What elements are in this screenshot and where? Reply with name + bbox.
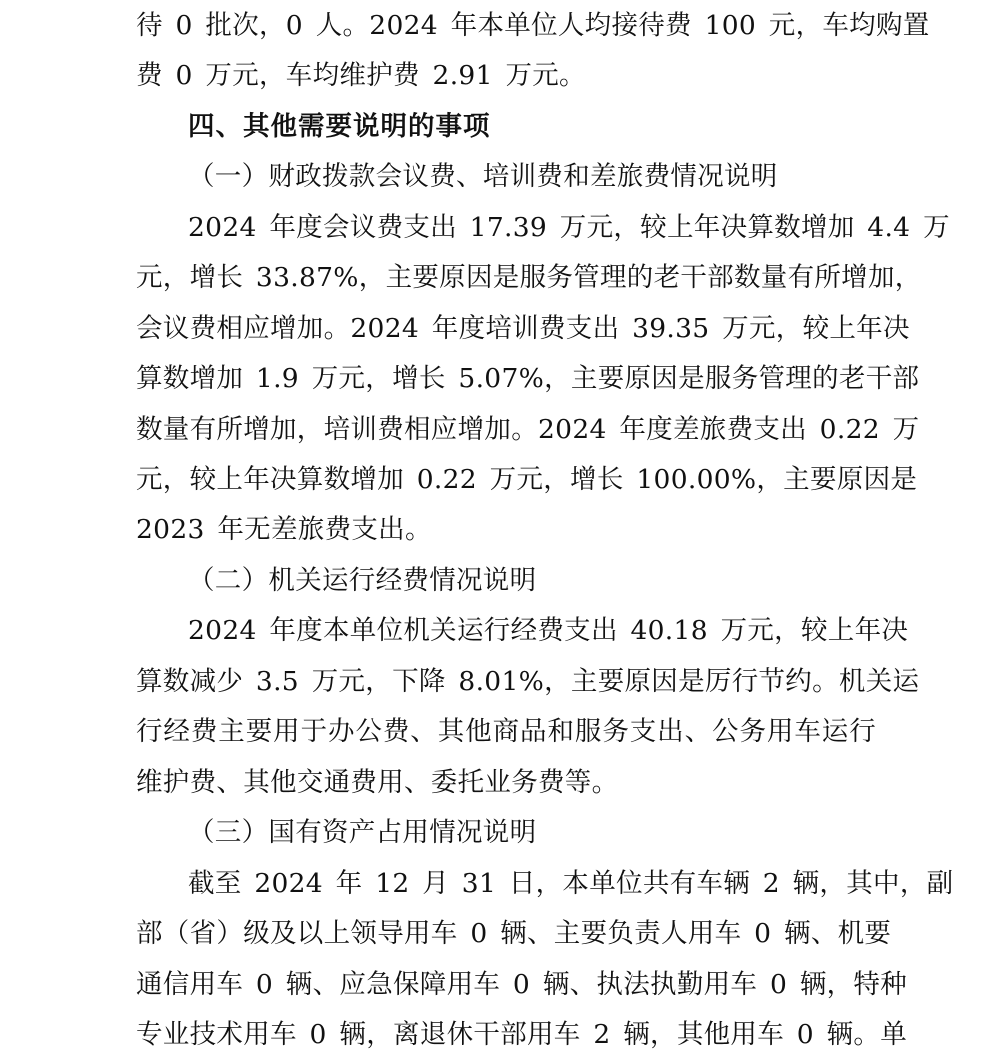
paragraph-line: 截至 2024 年 12 月 31 日，本单位共有车辆 2 辆，其中，副 xyxy=(188,868,954,899)
paragraph-line: 专业技术用车 0 辆，离退休干部用车 2 辆，其他用车 0 辆。单 xyxy=(136,1019,908,1050)
subsection-heading: （一）财政拨款会议费、培训费和差旅费情况说明 xyxy=(188,161,778,192)
paragraph-line: 部（省）级及以上领导用车 0 辆、主要负责人用车 0 辆、机要 xyxy=(136,918,892,949)
paragraph-line: 算数减少 3.5 万元，下降 8.01%，主要原因是厉行节约。机关运 xyxy=(136,666,920,697)
paragraph-line: 费 0 万元，车均维护费 2.91 万元。 xyxy=(136,60,586,91)
section-heading: 四、其他需要说明的事项 xyxy=(188,111,491,142)
paragraph-line: 会议费相应增加。2024 年度培训费支出 39.35 万元，较上年决 xyxy=(136,313,910,344)
subsection-heading: （三）国有资产占用情况说明 xyxy=(188,817,537,848)
paragraph-line: 元，增长 33.87%，主要原因是服务管理的老干部数量有所增加， xyxy=(136,262,922,293)
paragraph-line: 元，较上年决算数增加 0.22 万元，增长 100.00%，主要原因是 xyxy=(136,464,918,495)
paragraph-line: 待 0 批次，0 人。2024 年本单位人均接待费 100 元，车均购置 xyxy=(136,10,930,41)
subsection-heading: （二）机关运行经费情况说明 xyxy=(188,565,537,596)
paragraph-line: 数量有所增加，培训费相应增加。2024 年度差旅费支出 0.22 万 xyxy=(136,414,920,445)
paragraph-line: 2024 年度会议费支出 17.39 万元，较上年决算数增加 4.4 万 xyxy=(188,212,950,243)
paragraph-line: 算数增加 1.9 万元，增长 5.07%，主要原因是服务管理的老干部 xyxy=(136,363,920,394)
paragraph-line: 行经费主要用于办公费、其他商品和服务支出、公务用车运行 xyxy=(136,716,876,747)
paragraph-line: 维护费、其他交通费用、委托业务费等。 xyxy=(136,767,619,798)
paragraph-line: 通信用车 0 辆、应急保障用车 0 辆、执法执勤用车 0 辆，特种 xyxy=(136,969,908,1000)
paragraph-line: 2024 年度本单位机关运行经费支出 40.18 万元，较上年决 xyxy=(188,615,909,646)
paragraph-line: 2023 年无差旅费支出。 xyxy=(136,514,432,545)
